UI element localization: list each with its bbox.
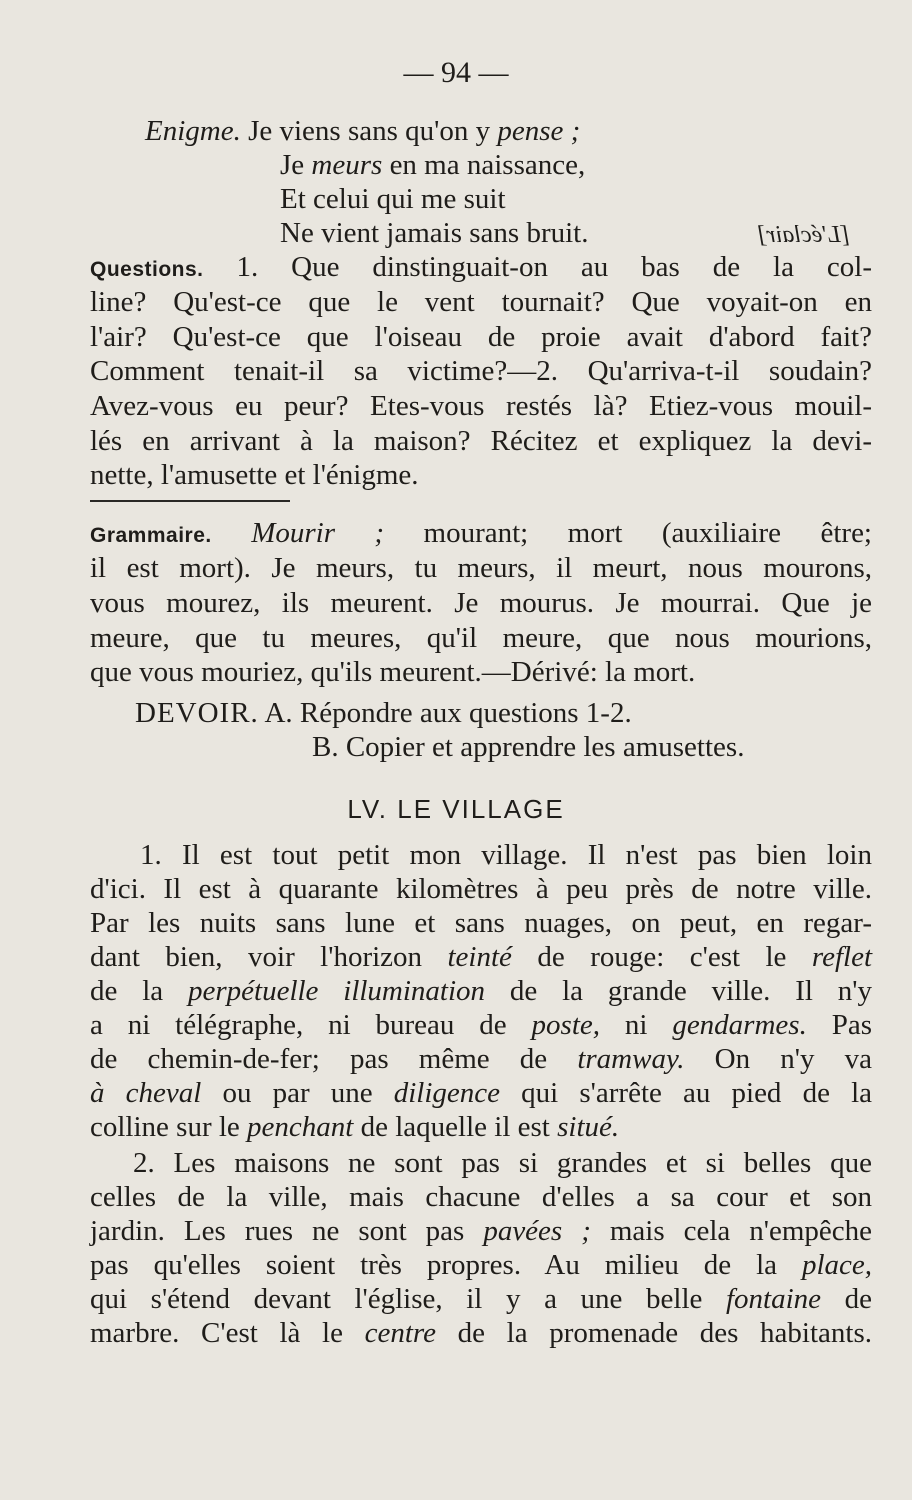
page-number: — 94 — xyxy=(403,56,509,89)
p1-line-7: de chemin-de-fer; pas même de tramway. On n'y va xyxy=(90,1043,872,1075)
grammaire-line-4: meure, que tu meures, qu'il meure, que nous mourions, xyxy=(90,622,872,654)
section-title: LV. LE VILLAGE xyxy=(347,794,565,824)
p1-line-1: 1. Il est tout petit mon village. Il n'est pas bien loin xyxy=(140,839,872,871)
p1-line-8: à cheval ou par une diligence qui s'arrête au pied de la xyxy=(90,1077,873,1109)
enigme-line-2: Je meurs en ma naissance, xyxy=(280,149,586,181)
p1-line-9: colline sur le penchant de laquelle il est situé. xyxy=(90,1111,620,1143)
devoir-label: DEVOIR. xyxy=(135,697,259,729)
p2-line-2: celles de la ville, mais chacune d'elles a sa cour et son xyxy=(90,1181,872,1213)
p2-line-1: 2. Les maisons ne sont pas si grandes et si belles que xyxy=(133,1147,872,1179)
p1-line-6: a ni télégraphe, ni bureau de poste, ni gendarmes. Pas xyxy=(90,1009,872,1041)
p2-line-6: marbre. C'est là le centre de la promenade des habitants. xyxy=(90,1317,872,1349)
grammaire-line-2: il est mort). Je meurs, tu meurs, il meurt, nous mourons, xyxy=(90,552,872,584)
grammaire-line-1: Grammaire. Mourir ; mourant; mort (auxiliaire être; xyxy=(90,517,872,549)
questions-line-2: line? Qu'est-ce que le vent tournait? Que voyait-on en xyxy=(90,286,872,318)
devoir-line-b: B. Copier et apprendre les amusettes. xyxy=(312,731,745,763)
p2-line-4: pas qu'elles soient très propres. Au milieu de la place, xyxy=(90,1249,872,1281)
p2-line-5: qui s'étend devant l'église, il y a une belle fontaine de xyxy=(90,1283,873,1315)
devoir-line-a: DEVOIR. A. Répondre aux questions 1-2. xyxy=(135,697,632,729)
questions-line-1: Questions. 1. Que dinstinguait-on au bas de la col- xyxy=(90,251,872,283)
p2-line-3: jardin. Les rues ne sont pas pavées ; mais cela n'empêche xyxy=(90,1215,873,1247)
enigme-answer-mirrored: [L'éclair] xyxy=(756,222,850,248)
p1-line-4: dant bien, voir l'horizon teinté de rouge: c'est le reflet xyxy=(90,941,872,973)
p1-line-2: d'ici. Il est à quarante kilomètres à peu près de notre ville. xyxy=(90,873,872,905)
questions-line-6: lés en arrivant à la maison? Récitez et expliquez la devi- xyxy=(90,425,872,457)
questions-line-4: Comment tenait-il sa victime?—2. Qu'arriva-t-il soudain? xyxy=(90,355,872,387)
p1-line-3: Par les nuits sans lune et sans nuages, on peut, en regar- xyxy=(90,907,872,939)
enigme-line-3: Et celui qui me suit xyxy=(280,183,506,215)
grammaire-line-3: vous mourez, ils meurent. Je mourus. Je mourrai. Que je xyxy=(90,587,872,619)
p1-line-5: de la perpétuelle illumination de la grande ville. Il n'y xyxy=(90,975,873,1007)
enigme-label: Enigme. xyxy=(145,115,241,147)
section-divider xyxy=(90,500,290,502)
questions-label: Questions. xyxy=(90,258,204,281)
enigme-line-1: Enigme. Je viens sans qu'on y pense ; xyxy=(145,115,581,147)
grammaire-line-5: que vous mouriez, qu'ils meurent.—Dérivé: la mort. xyxy=(90,656,696,688)
enigme-line-4: Ne vient jamais sans bruit. [L'éclair] xyxy=(280,216,872,250)
questions-line-7: nette, l'amusette et l'énigme. xyxy=(90,459,419,491)
questions-line-5: Avez-vous eu peur? Etes-vous restés là? Etiez-vous mouil- xyxy=(90,390,872,422)
grammaire-label: Grammaire. xyxy=(90,524,212,547)
questions-line-3: l'air? Qu'est-ce que l'oiseau de proie avait d'abord fait? xyxy=(90,321,872,353)
